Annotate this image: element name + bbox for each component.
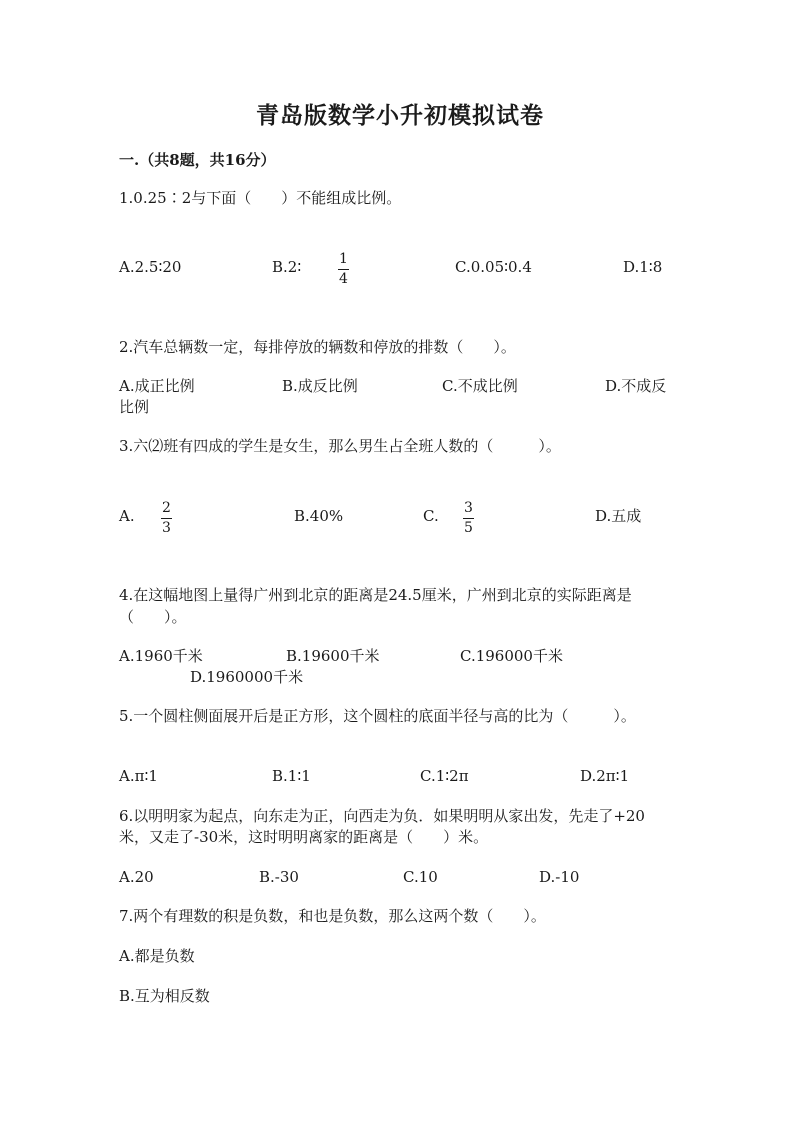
- question-3-stem: 3.六⑵班有四成的学生是女生，那么男生占全班人数的（ ）。: [119, 437, 561, 455]
- question-7-option-b[interactable]: B.互为相反数: [119, 987, 210, 1005]
- question-2-option-d-continued: 比例: [119, 398, 150, 416]
- question-4-option-c[interactable]: C.196000千米: [460, 647, 563, 665]
- question-3-option-d[interactable]: D.五成: [595, 507, 642, 525]
- question-3-option-b[interactable]: B.40%: [294, 507, 344, 525]
- fraction-bar: [463, 518, 474, 519]
- question-5-option-a[interactable]: A.π∶1: [119, 767, 158, 785]
- question-1-option-a[interactable]: A.2.5∶20: [119, 258, 182, 276]
- question-1-option-b-fraction: [338, 252, 349, 287]
- fraction-numerator: 1: [339, 251, 348, 267]
- fraction-bar: [161, 518, 172, 519]
- question-6-option-b[interactable]: B.-30: [259, 868, 299, 886]
- question-7-stem: 7.两个有理数的积是负数，和也是负数，那么这两个数（ ）。: [119, 907, 546, 925]
- question-1-option-b[interactable]: B.2∶: [272, 258, 302, 276]
- fraction-bar: [338, 269, 349, 270]
- question-3-option-a[interactable]: A.: [119, 507, 135, 525]
- section-heading: 一.（共8题，共16分）: [119, 151, 276, 169]
- question-4-option-d[interactable]: D.1960000千米: [190, 668, 304, 686]
- question-4-option-a[interactable]: A.1960千米: [119, 647, 203, 665]
- fraction-numerator: 3: [464, 500, 473, 516]
- question-6-option-a[interactable]: A.20: [119, 868, 154, 886]
- page-title: 青岛版数学小升初模拟试卷: [256, 102, 544, 129]
- question-7-option-a[interactable]: A.都是负数: [119, 947, 195, 965]
- question-3-option-a-fraction: [161, 501, 172, 536]
- question-4-option-b[interactable]: B.19600千米: [286, 647, 380, 665]
- question-6-stem-line-1: 6.以明明家为起点，向东走为正，向西走为负．如果明明从家出发，先走了+20: [119, 807, 645, 825]
- question-5-option-b[interactable]: B.1∶1: [272, 767, 311, 785]
- question-4-stem-line-1: 4.在这幅地图上量得广州到北京的距离是24.5厘米，广州到北京的实际距离是: [119, 586, 632, 604]
- question-2-option-b[interactable]: B.成反比例: [282, 377, 358, 395]
- question-1-option-c[interactable]: C.0.05∶0.4: [455, 258, 532, 276]
- fraction-denominator: 3: [162, 520, 171, 536]
- question-1-stem: 1.0.25∶2与下面（ ）不能组成比例。: [119, 189, 402, 207]
- question-2-stem: 2.汽车总辆数一定，每排停放的辆数和停放的排数（ ）。: [119, 338, 516, 356]
- question-6-option-c[interactable]: C.10: [403, 868, 438, 886]
- question-5-option-c[interactable]: C.1∶2π: [420, 767, 469, 785]
- fraction-denominator: 5: [464, 520, 473, 536]
- question-5-option-d[interactable]: D.2π∶1: [580, 767, 630, 785]
- question-6-option-d[interactable]: D.-10: [539, 868, 580, 886]
- question-4-stem-line-2: （ ）。: [119, 608, 187, 626]
- question-5-stem: 5.一个圆柱侧面展开后是正方形，这个圆柱的底面半径与高的比为（ ）。: [119, 707, 636, 725]
- question-2-option-d[interactable]: D.不成反: [605, 377, 667, 395]
- question-3-option-c-fraction: [463, 501, 474, 536]
- question-6-stem-line-2: 米，又走了-30米，这时明明离家的距离是（ ）米。: [119, 828, 489, 846]
- question-2-option-a[interactable]: A.成正比例: [119, 377, 195, 395]
- fraction-denominator: 4: [339, 271, 348, 287]
- question-2-option-c[interactable]: C.不成比例: [442, 377, 518, 395]
- question-3-option-c[interactable]: C.: [423, 507, 439, 525]
- fraction-numerator: 2: [162, 500, 171, 516]
- question-1-option-d[interactable]: D.1∶8: [623, 258, 663, 276]
